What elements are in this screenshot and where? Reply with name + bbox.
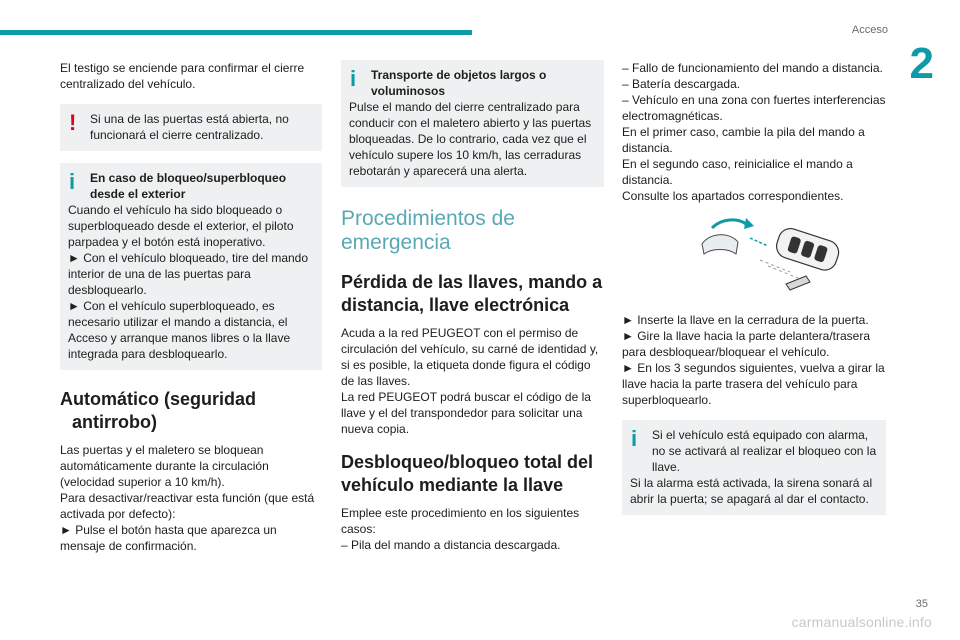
info-box-lock: [60, 163, 322, 370]
page-number: 35: [915, 598, 928, 610]
paragraph: Las puertas y el maletero se bloquean automáticamente durante la circulación (velocidad superior a 10 km/h).: [60, 443, 269, 489]
info-step: ► Con el vehículo bloqueado, tire del mando interior de una de las puertas para desbloquearlo.: [68, 251, 309, 297]
paragraph: Para desactivar/reactivar esta función (que está activada por defecto):: [60, 491, 315, 521]
paragraph: – Pila del mando a distancia descargada.: [341, 538, 561, 552]
chapter-color-bar: [0, 30, 472, 35]
heading-lost-keys: Pérdida de las llaves, mando a distancia, llave electrónica: [341, 272, 603, 315]
info-box-transport: [341, 60, 604, 187]
instruction-step: ► Gire la llave hacia la parte delantera/trasera para desbloquear/bloquear el vehículo.: [622, 329, 871, 359]
list-item: – Fallo de funcionamiento del mando a distancia.: [622, 61, 883, 75]
instruction-step: ► Inserte la llave en la cerradura de la puerta.: [622, 313, 869, 327]
info-i-icon: i: [350, 66, 357, 91]
info-body: Cuando el vehículo ha sido bloqueado o superbloqueado desde el exterior, el piloto parpadea y el botón está inoperativo.: [68, 203, 294, 249]
column-3: [622, 60, 886, 527]
info-step: ► Con el vehículo superbloqueado, es necesario utilizar el mando a distancia, el Acceso y arranque manos libres o la llave integrada para desbloquearlo.: [68, 299, 291, 361]
warning-text: Si una de las puertas está abierta, no funcionará el cierre centralizado.: [90, 112, 289, 142]
info-body: Si la alarma está activada, la sirena sonará al abrir la puerta; se apagará al dar el contacto.: [630, 476, 873, 506]
paragraph: La red PEUGEOT podrá buscar el código de la llave y el del transpondedor para solicitar una nueva copia.: [341, 390, 591, 436]
key-in-door-illustration-icon: [690, 214, 860, 294]
paragraph: ► Pulse el botón hasta que aparezca un mensaje de confirmación.: [60, 523, 277, 553]
heading-key-unlock: Desbloqueo/bloqueo total del vehículo mediante la llave: [341, 452, 593, 495]
exclamation-icon: !: [69, 110, 77, 135]
warning-box: [60, 104, 322, 151]
chapter-number: 2: [909, 39, 934, 88]
section-heading-emergency: Procedimientos de emergencia: [341, 207, 515, 254]
paragraph: En el segundo caso, reinicialice el mando a distancia.: [622, 157, 853, 187]
paragraph: Emplee este procedimiento en los siguientes casos:: [341, 506, 580, 536]
section-title: Acceso: [851, 24, 888, 36]
info-title: En caso de bloqueo/superbloqueo desde el exterior: [90, 171, 287, 201]
info-body: Si el vehículo está equipado con alarma, no se activará al realizar el bloqueo con la llave.: [652, 428, 877, 474]
heading-auto-lock: Automático (seguridad antirrobo): [60, 389, 257, 432]
info-i-icon: i: [631, 426, 638, 451]
info-box-alarm: [622, 420, 886, 515]
info-i-icon: i: [69, 169, 76, 194]
column-1: [60, 60, 322, 554]
info-body: Pulse el mando del cierre centralizado para conducir con el maletero abierto y las puertas bloqueadas. De lo contrario, cada vez que el vehículo supere los 10 km/h, las cerraduras rebotarán y aparecerá una alerta.: [349, 100, 592, 178]
column-2: [341, 60, 604, 553]
info-title: Transporte de objetos largos o voluminosos: [371, 68, 547, 98]
paragraph: Acuda a la red PEUGEOT con el permiso de circulación del vehículo, su carné de identidad y, si es posible, la etiqueta donde figura el código de las llaves.: [341, 326, 599, 388]
instruction-step: ► En los 3 segundos siguientes, vuelva a girar la llave hacia la parte trasera del vehículo para superbloquearlo.: [622, 361, 885, 407]
list-item: – Vehículo en una zona con fuertes interferencias electromagnéticas.: [622, 93, 886, 123]
list-item: – Batería descargada.: [622, 77, 741, 91]
paragraph: Consulte los apartados correspondientes.: [622, 189, 844, 203]
watermark-text: carmanualsonline.info: [791, 614, 932, 630]
paragraph: En el primer caso, cambie la pila del mando a distancia.: [622, 125, 865, 155]
intro-text: El testigo se enciende para confirmar el cierre centralizado del vehículo.: [60, 61, 305, 91]
